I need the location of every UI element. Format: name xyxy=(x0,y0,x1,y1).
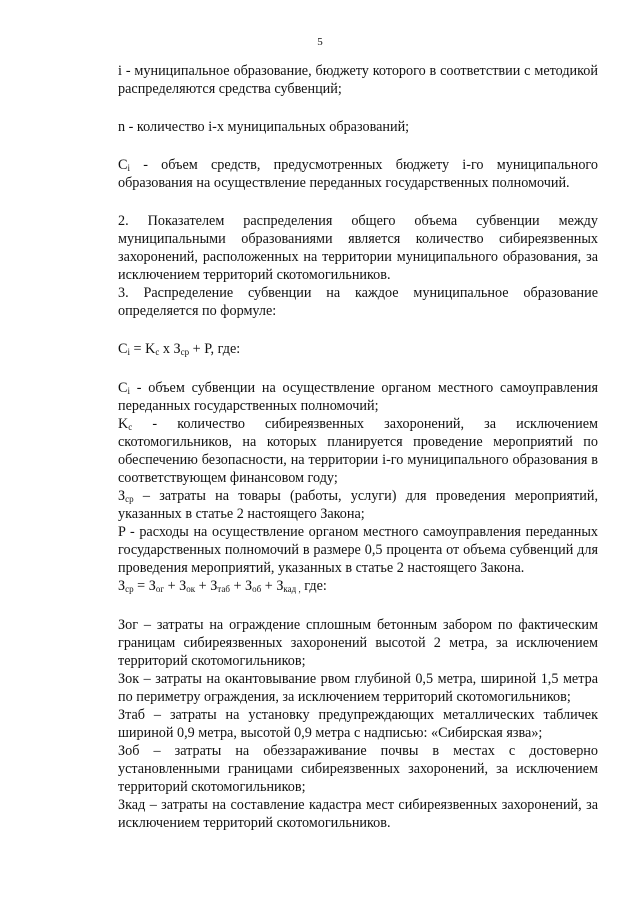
definition-zkad: Зкад – затраты на составление кадастра мест сибиреязвенных захоронений, за исключением территорий скотомогильников. xyxy=(118,797,598,831)
definition-p: P - расходы на осуществление органом местного самоуправления переданных государственных полномочий в размере 0,5 процента от объема субвенций для проведения мероприятий, указанных в статье 2 настоящего Закона. xyxy=(118,524,598,576)
definition-kc: $K_c$ - количество сибиреязвенных захоронений, за исключением скотомогильников, на которых планируется проведение мероприятий по обеспечению безопасности, на территории i-го муниципального образования в соответствующем финансовом году; xyxy=(118,416,598,486)
definition-ztab: Зтаб – затраты на установку предупреждающих металлических табличек шириной 0,9 метра, высотой 0,9 метра с надписью: «Сибирская язва»; xyxy=(118,707,598,741)
formula-zsr: $З_{ср} = З_{ог} + З_{ок} + З_{таб} + З_{об} + З_{кад ,}$ где: xyxy=(118,578,327,594)
definition-zog: Зог – затраты на ограждение сплошным бетонным забором по фактическим границам сибиреязвенных захоронений высотой 2 метра, за исключением территорий скотомогильников; xyxy=(118,617,598,669)
definition-zob: Зоб – затраты на обеззараживание почвы в местах с достоверно установленными границами сибиреязвенных захоронений, за исключением территорий скотомогильников; xyxy=(118,743,598,795)
paragraph-distribution-indicator: 2. Показателем распределения общего объема субвенции между муниципальными образованиями является количество сибиреязвенных захоронений, расположенных на территории муниципального образования, за исключением территорий скотомогильников. xyxy=(118,213,598,283)
symbol-c: C xyxy=(118,157,128,173)
ci-definition-text: - объем средств, предусмотренных бюджету i-го муниципального образования на осуществление переданных государственных полномочий. xyxy=(118,157,598,191)
definition-ci: $C_i$ - объем субвенции на осуществление органом местного самоуправления переданных государственных полномочий; xyxy=(118,380,598,414)
paragraph-n-definition: n - количество i-х муниципальных образований; xyxy=(118,119,410,135)
paragraph-i-definition: i - муниципальное образование, бюджету которого в соответствии с методикой распределяются средства субвенций; xyxy=(118,63,598,97)
page-number: 5 xyxy=(317,36,323,48)
formula-ci: $C_i = K_c$ x $З_{ср} + P$, где: xyxy=(118,341,241,357)
definition-zsr: $З_{ср}$ – затраты на товары (работы, услуги) для проведения мероприятий, указанных в статье 2 настоящего Закона; xyxy=(118,488,598,522)
subscript-i: i xyxy=(127,163,130,173)
paragraph-ci-definition xyxy=(118,156,598,192)
document-body xyxy=(118,62,598,832)
definition-zok: Зок – затраты на окантовывание рвом глубиной 0,5 метра, шириной 1,5 метра по периметру ограждения, за исключением территорий скотомогильников; xyxy=(118,671,598,705)
paragraph-distribution-formula-intro: 3. Распределение субвенции на каждое муниципальное образование определяется по формуле: xyxy=(118,285,598,319)
